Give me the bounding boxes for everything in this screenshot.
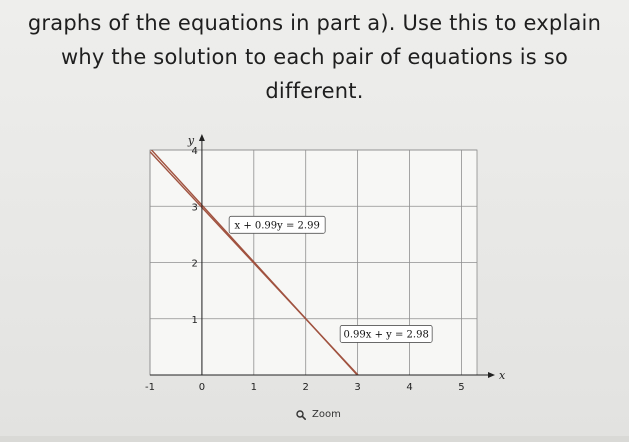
prompt-line-2: why the solution to each pair of equations is so bbox=[60, 45, 568, 69]
graph-svg bbox=[130, 130, 510, 405]
question-prompt bbox=[0, 6, 629, 108]
equation-label-2 bbox=[340, 325, 432, 342]
bottom-bar bbox=[0, 436, 629, 442]
x-tick-label: 3 bbox=[354, 382, 361, 393]
x-tick-label: 2 bbox=[302, 382, 309, 393]
x-axis-name: x bbox=[499, 369, 506, 382]
zoom-label: Zoom bbox=[312, 409, 341, 420]
y-tick-label: 1 bbox=[191, 314, 198, 326]
y-tick-label: 2 bbox=[191, 258, 198, 270]
x-axis-arrow bbox=[488, 372, 495, 378]
equation-label-1 bbox=[229, 216, 325, 233]
y-axis-name: y bbox=[187, 134, 195, 147]
x-tick-label: 4 bbox=[406, 382, 413, 393]
equation-graph bbox=[130, 130, 510, 405]
prompt-line-1: graphs of the equations in part a). Use this to explain bbox=[27, 11, 602, 35]
x-tick-label: 5 bbox=[458, 382, 465, 393]
y-tick-label: 3 bbox=[191, 202, 198, 214]
x-tick-label: 0 bbox=[198, 382, 206, 393]
y-axis-arrow bbox=[199, 134, 205, 141]
equation-label-2-text: 0.99x + y = 2.98 bbox=[343, 329, 429, 341]
x-tick-label: -1 bbox=[145, 382, 155, 393]
zoom-button[interactable] bbox=[296, 409, 341, 420]
search-icon bbox=[296, 410, 306, 420]
equation-label-1-text: x + 0.99y = 2.99 bbox=[234, 220, 320, 232]
y-tick-label: 4 bbox=[191, 146, 198, 157]
x-tick-label: 1 bbox=[250, 382, 257, 393]
prompt-line-3: different. bbox=[265, 79, 364, 103]
